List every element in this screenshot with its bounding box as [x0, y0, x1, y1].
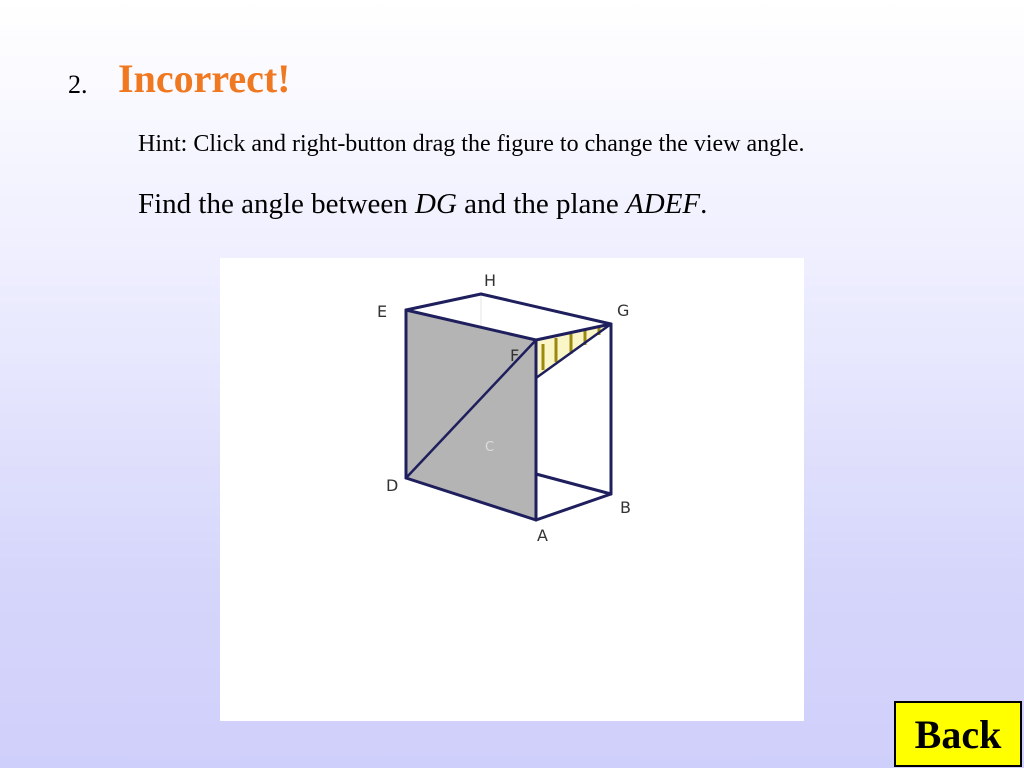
- label-h: H: [484, 271, 497, 290]
- hint-text: Hint: Click and right-button drag the figure to change the view angle.: [138, 131, 805, 157]
- answer-status: Incorrect!: [118, 56, 291, 101]
- question-prefix: Find the angle between: [138, 188, 416, 220]
- plane-name: ADEF: [626, 188, 701, 220]
- plane-adef: [406, 310, 536, 520]
- label-a: A: [537, 526, 548, 545]
- label-d: D: [386, 476, 399, 495]
- back-button[interactable]: Back: [894, 701, 1022, 767]
- question-text: [138, 188, 707, 221]
- label-f: F: [510, 346, 520, 365]
- question-suffix: .: [700, 188, 708, 220]
- label-c: C: [485, 440, 495, 455]
- cuboid-figure[interactable]: [220, 258, 804, 721]
- question-number: 2.: [68, 70, 88, 99]
- label-b: B: [620, 498, 631, 517]
- question-middle: and the plane: [456, 188, 627, 220]
- label-e: E: [377, 302, 388, 321]
- 3d-figure-viewer[interactable]: [220, 258, 804, 721]
- label-g: G: [617, 301, 630, 320]
- line-name: DG: [415, 188, 457, 220]
